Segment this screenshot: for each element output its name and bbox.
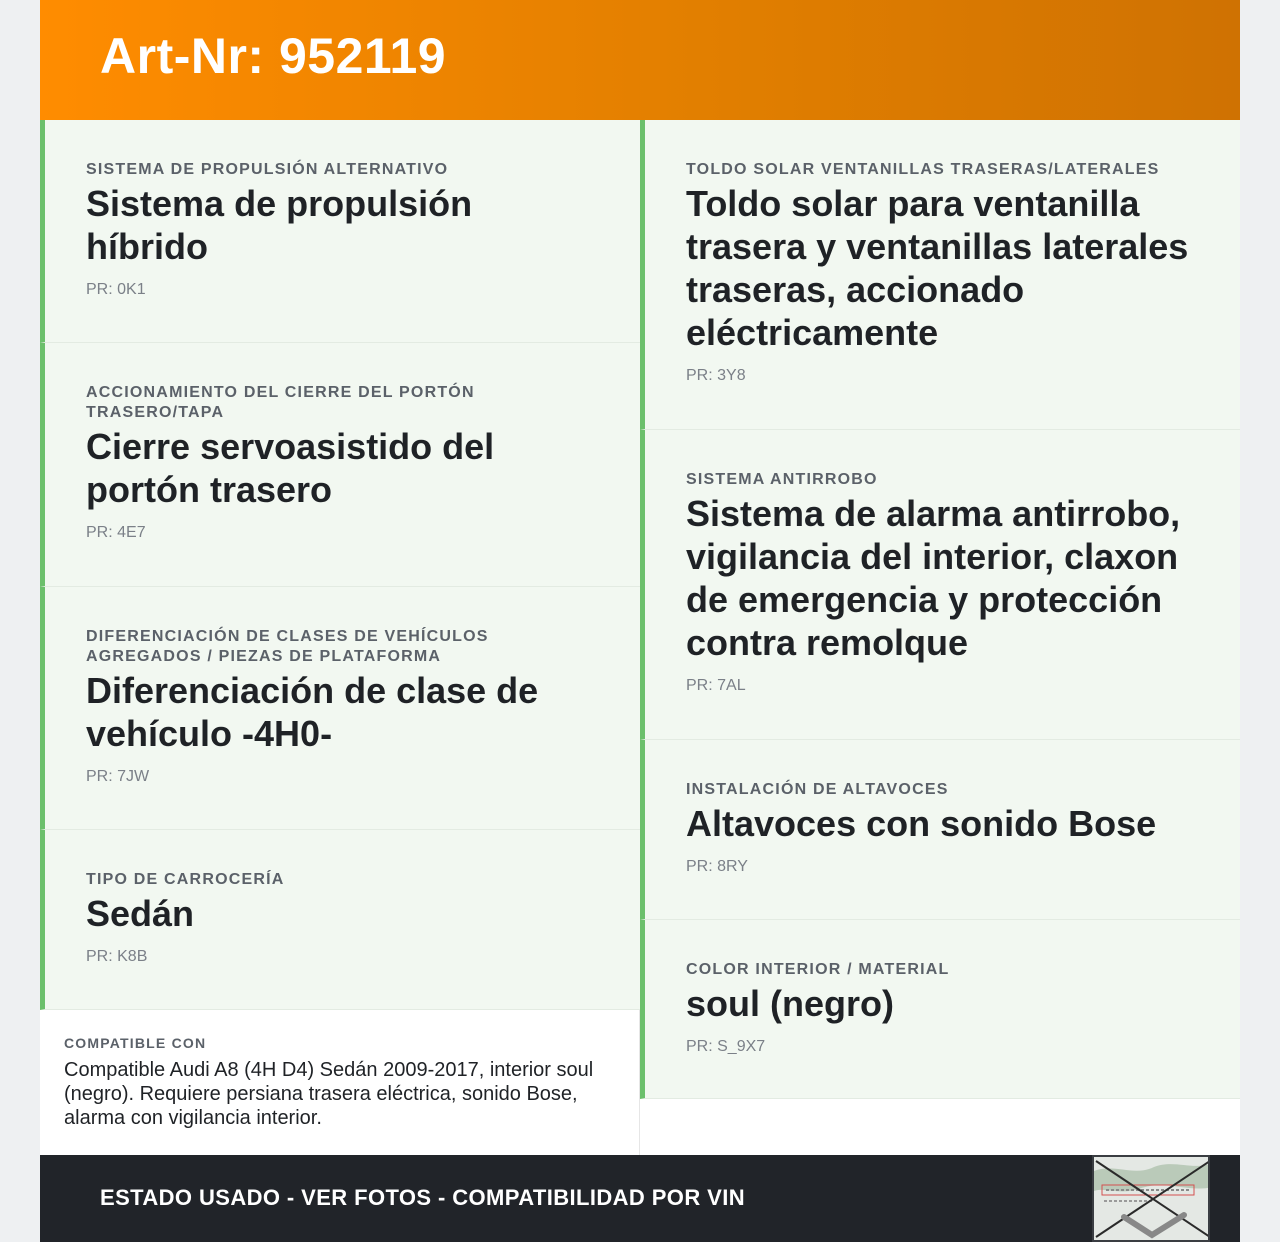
feature-card <box>640 920 1240 1099</box>
feature-card <box>640 430 1240 740</box>
features-column-left <box>40 120 640 1010</box>
feature-label: SISTEMA DE PROPULSIÓN ALTERNATIVO <box>86 161 449 178</box>
feature-value: Sistema de alarma antirrobo, vigilancia del interior, claxon de emergencia y protección contra remolque <box>686 493 1181 663</box>
feature-card <box>40 830 640 1010</box>
feature-label: INSTALACIÓN DE ALTAVOCES <box>686 781 949 798</box>
compatibility-label: COMPATIBLE CON <box>64 1035 207 1051</box>
feature-label: TOLDO SOLAR VENTANILLAS TRASERAS/LATERALES <box>686 161 1160 178</box>
feature-card <box>40 343 640 587</box>
feature-value: Diferenciación de clase de vehículo -4H0- <box>86 670 539 754</box>
feature-value: Sedán <box>86 893 195 934</box>
feature-code: PR: S_9X7 <box>686 1038 766 1055</box>
feature-label: ACCIONAMIENTO DEL CIERRE DEL PORTÓN TRASERO/TAPA <box>86 384 475 421</box>
compatibility-box <box>40 1010 640 1156</box>
feature-code: PR: 7JW <box>86 768 150 785</box>
feature-label: SISTEMA ANTIRROBO <box>686 471 878 488</box>
feature-code: PR: 0K1 <box>86 281 146 298</box>
feature-value: Altavoces con sonido Bose <box>686 803 1157 844</box>
footer-bar <box>40 1155 1240 1242</box>
page <box>40 0 1240 1242</box>
feature-code: PR: 7AL <box>686 677 746 694</box>
feature-card <box>40 120 640 343</box>
footer-text: ESTADO USADO - VER FOTOS - COMPATIBILIDAD POR VIN <box>100 1184 745 1210</box>
compatibility-text: Compatible Audi A8 (4H D4) Sedán 2009-2017, interior soul (negro). Requiere persiana trasera eléctrica, sonido Bose, alarma con vigilancia interior. <box>64 1059 594 1129</box>
feature-card <box>40 587 640 830</box>
feature-value: Sistema de propulsión híbrido <box>86 183 473 267</box>
article-number-title: Art-Nr: 952119 <box>100 28 447 84</box>
feature-code: PR: K8B <box>86 948 148 965</box>
feature-value: Cierre servoasistido del portón trasero <box>86 426 495 510</box>
part-label-photo-icon[interactable] <box>1092 1155 1210 1242</box>
feature-code: PR: 3Y8 <box>686 367 746 384</box>
feature-card <box>640 120 1240 430</box>
feature-label: DIFERENCIACIÓN DE CLASES DE VEHÍCULOS AGREGADOS / PIEZAS DE PLATAFORMA <box>86 628 489 665</box>
feature-code: PR: 8RY <box>686 858 748 875</box>
feature-value: Toldo solar para ventanilla trasera y ventanillas laterales traseras, accionado eléctricamente <box>686 183 1189 353</box>
thumbnail-graphic <box>1094 1157 1210 1242</box>
features-column-right <box>640 120 1240 1099</box>
feature-label: COLOR INTERIOR / MATERIAL <box>686 961 950 978</box>
header <box>40 0 1240 120</box>
feature-label: TIPO DE CARROCERÍA <box>86 871 285 888</box>
feature-code: PR: 4E7 <box>86 524 146 541</box>
feature-card <box>640 740 1240 920</box>
feature-value: soul (negro) <box>686 983 894 1024</box>
